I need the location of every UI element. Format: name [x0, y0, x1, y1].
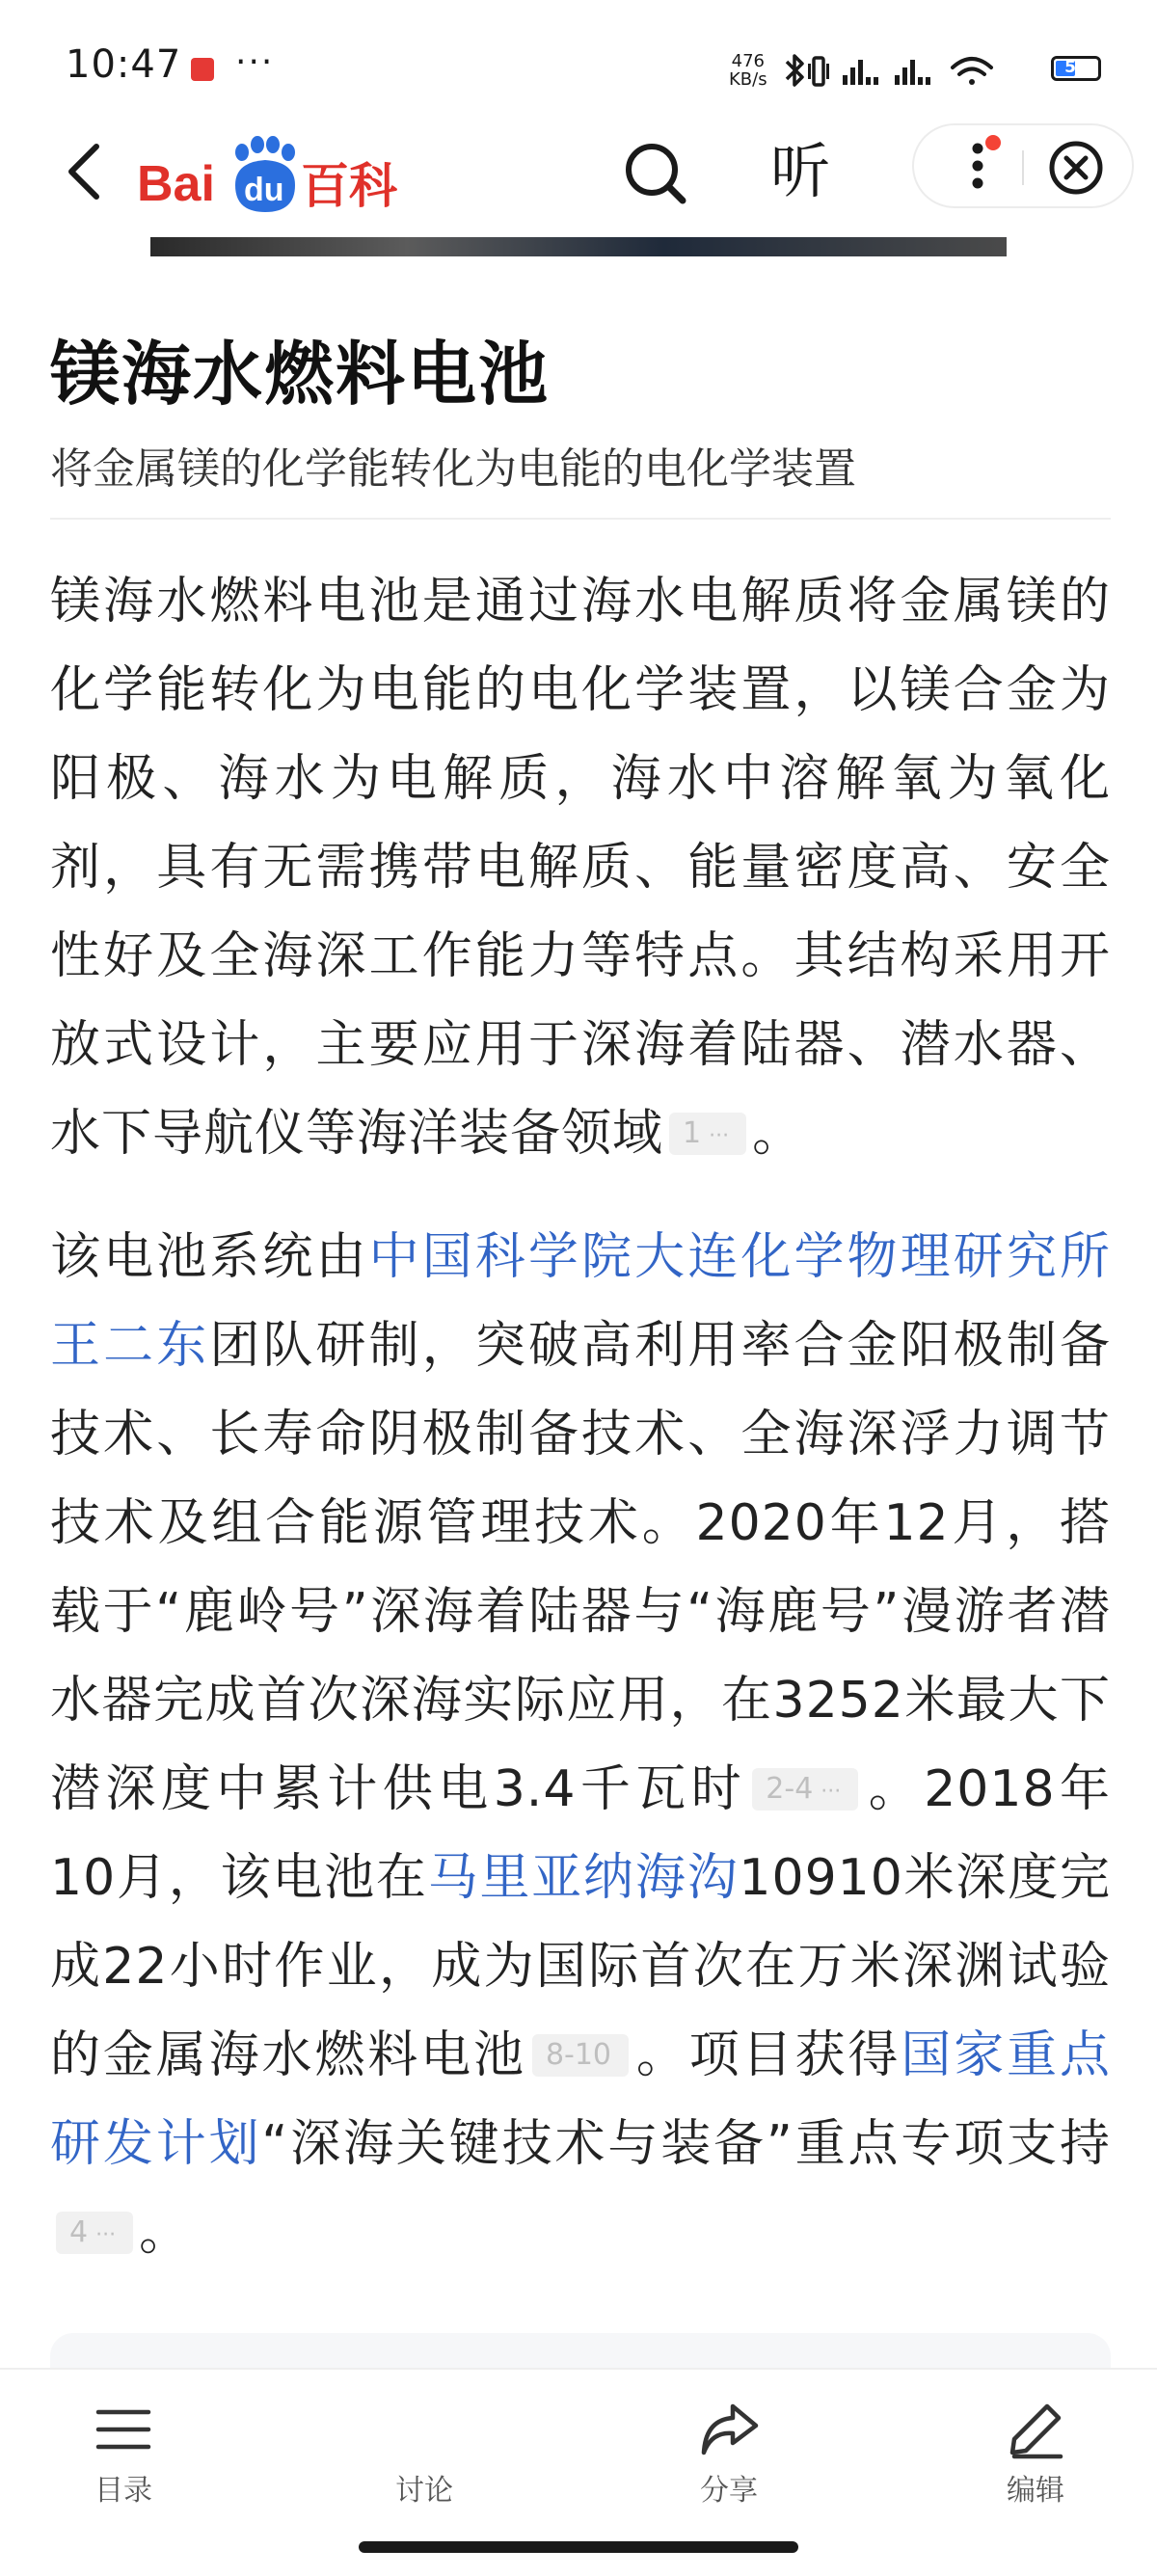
status-time: 10:47	[66, 42, 182, 87]
network-speed-value: 476	[731, 51, 765, 71]
link-mariana-trench[interactable]: 马里亚纳海沟	[427, 1849, 740, 1907]
link-dicp-wang-erdong[interactable]: 中国科学院大连化学物理研究所王二东	[50, 1228, 1111, 1375]
home-indicator[interactable]	[359, 2541, 798, 2553]
list-icon	[93, 2399, 154, 2460]
reference-more-icon: ···	[95, 2223, 117, 2247]
vibrate-icon	[808, 58, 829, 85]
edit-label: 编辑	[1007, 2474, 1064, 2508]
close-circle-icon[interactable]	[1045, 137, 1107, 199]
logo-brand: Bai	[137, 156, 215, 212]
toc-button[interactable]	[46, 2399, 201, 2524]
baidu-baike-logo[interactable]	[135, 127, 415, 224]
reference-more-icon: ···	[709, 1124, 730, 1148]
mini-program-capsule	[912, 123, 1134, 208]
edit-button[interactable]	[958, 2399, 1113, 2524]
signal-2-icon	[895, 60, 930, 85]
toc-label: 目录	[94, 2474, 152, 2508]
paragraph-text: 。2018年10月，该电池在	[50, 1760, 1111, 1907]
battery-level: 52	[1064, 58, 1088, 77]
entry-title: 镁海水燃料电池	[50, 334, 551, 415]
wifi-icon	[953, 59, 991, 85]
bluetooth-icon	[787, 56, 802, 85]
more-vertical-icon[interactable]	[953, 135, 1010, 197]
reference-badge[interactable]	[56, 2212, 133, 2254]
battery-icon	[1051, 56, 1101, 81]
app-notification-icon	[191, 58, 214, 81]
listen-button[interactable]: 听	[769, 136, 830, 206]
paragraph-end: 。	[752, 1105, 804, 1163]
share-label: 分享	[700, 2474, 758, 2508]
reference-number: 2-4	[766, 1772, 814, 1806]
status-bar	[0, 0, 1157, 125]
discuss-button[interactable]	[347, 2399, 501, 2524]
share-icon	[698, 2399, 760, 2460]
reference-number: 4	[69, 2215, 89, 2249]
summary-paragraph-1	[50, 557, 1111, 1178]
share-button[interactable]	[652, 2399, 806, 2524]
network-speed-unit: KB/s	[729, 69, 767, 90]
reference-more-icon: ···	[821, 1780, 842, 1804]
logo-du: du	[244, 172, 284, 208]
search-icon[interactable]	[617, 133, 694, 210]
discuss-icon	[393, 2399, 455, 2460]
paragraph-text: 团队研制，突破高利用率合金阳极制备技术、长寿命阴极制备技术、全海深浮力调节技术及组合能源管理技术。2020年12月，搭载于“鹿岭号”深海着陆器与“海鹿号”漫游者潜水器完成首次深海实际应用，在3252米最大下潜深度中累计供电3.4千瓦时	[50, 1317, 1111, 1818]
reference-badge[interactable]	[532, 2034, 629, 2077]
paragraph-text: 10910米深度完成22小时作业，成为国际首次在万米深渊试验的金属海水燃料电池	[50, 1849, 1111, 2084]
back-arrow-icon[interactable]	[54, 133, 112, 210]
paragraph-text: 。项目获得	[634, 2026, 901, 2084]
header-image-strip	[150, 237, 1007, 256]
pencil-icon	[1005, 2399, 1066, 2460]
paragraph-end: 。	[139, 2204, 191, 2262]
paragraph-text: 镁海水燃料电池是通过海水电解质将金属镁的化学能转化为电能的电化学装置，以镁合金为阳极、海水为电解质，海水中溶解氧为氧化剂，具有无需携带电解质、能量密度高、安全性好及全海深工作能力等特点。其结构采用开放式设计，主要应用于深海着陆器、潜水器、水下导航仪等海洋装备领域	[50, 573, 1111, 1163]
title-divider	[50, 518, 1111, 520]
logo-text: 百科	[301, 158, 397, 214]
reference-badge[interactable]	[669, 1113, 746, 1155]
entry-subtitle: 将金属镁的化学能转化为电能的电化学装置	[50, 444, 856, 494]
more-notifications-icon: ···	[235, 42, 275, 82]
network-speed	[729, 52, 767, 89]
capsule-divider	[1022, 150, 1024, 185]
notification-dot	[985, 135, 1001, 150]
discuss-label: 讨论	[395, 2474, 453, 2508]
link-national-key-rd-program[interactable]: 国家重点研发计划	[50, 2026, 1111, 2173]
app-header	[0, 123, 1157, 229]
summary-paragraph-2	[50, 1213, 1111, 2277]
reference-number: 1	[683, 1116, 702, 1150]
paragraph-text: 该电池系统由	[50, 1228, 369, 1286]
reference-badge[interactable]	[752, 1768, 858, 1811]
reference-number: 8-10	[545, 2038, 612, 2072]
signal-1-icon	[843, 60, 878, 85]
paragraph-text: “深海关键技术与装备”重点专项支持	[261, 2115, 1111, 2173]
